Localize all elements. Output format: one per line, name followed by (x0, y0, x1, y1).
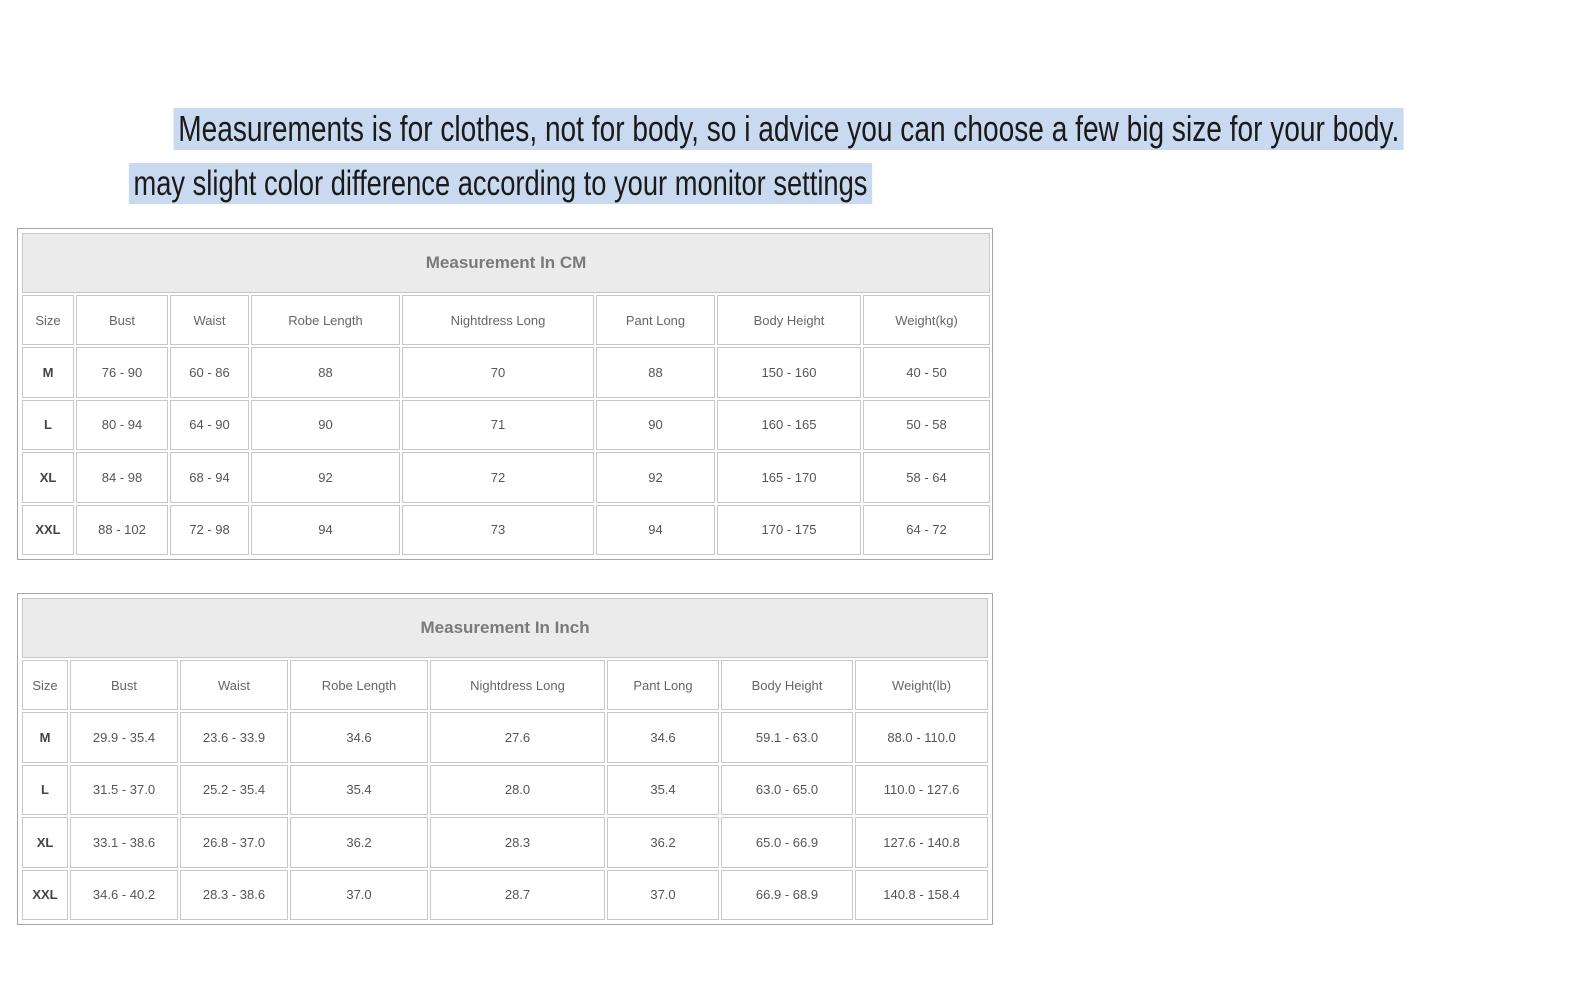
table-cell: 73 (402, 505, 594, 555)
header-cell: Waist (170, 295, 249, 345)
table-cell: 60 - 86 (170, 347, 249, 397)
header-cell: Robe Length (290, 660, 428, 710)
table-cell: 31.5 - 37.0 (70, 765, 178, 815)
table-cell: 28.0 (430, 765, 605, 815)
table-cell: 160 - 165 (717, 400, 861, 450)
table-cell: 127.6 - 140.8 (855, 817, 988, 867)
table-cell: 65.0 - 66.9 (721, 817, 853, 867)
table-cell: 29.9 - 35.4 (70, 712, 178, 762)
header-cell: Nightdress Long (402, 295, 594, 345)
table-cell: 28.7 (430, 870, 605, 920)
table-row (22, 765, 988, 815)
table-row (22, 347, 990, 397)
table-cell: 35.4 (607, 765, 719, 815)
header-cell: Pant Long (607, 660, 719, 710)
table-cell: 36.2 (290, 817, 428, 867)
table-cell: 88 (251, 347, 400, 397)
table-cell: 92 (251, 452, 400, 502)
table-cell: 165 - 170 (717, 452, 861, 502)
inch-table (20, 596, 990, 922)
table-cell: 33.1 - 38.6 (70, 817, 178, 867)
table-cell: 88 - 102 (76, 505, 168, 555)
table-cell: 72 (402, 452, 594, 502)
inch-size-table (17, 593, 993, 925)
table-cell: 94 (251, 505, 400, 555)
header-cell: Bust (70, 660, 178, 710)
notice-line-2 (0, 163, 1000, 204)
cm-size-table (17, 228, 993, 560)
table-row (22, 452, 990, 502)
table-cell: 72 - 98 (170, 505, 249, 555)
table-cell: 27.6 (430, 712, 605, 762)
table-row (22, 817, 988, 867)
header-cell: Body Height (721, 660, 853, 710)
size-cell: XL (22, 817, 68, 867)
table-cell: 170 - 175 (717, 505, 861, 555)
table-cell: 76 - 90 (76, 347, 168, 397)
table-cell: 35.4 (290, 765, 428, 815)
table-caption: Measurement In Inch (22, 598, 988, 658)
header-cell: Robe Length (251, 295, 400, 345)
table-cell: 58 - 64 (863, 452, 990, 502)
size-cell: XXL (22, 505, 74, 555)
table-cell: 84 - 98 (76, 452, 168, 502)
header-cell: Pant Long (596, 295, 715, 345)
header-row (22, 295, 990, 345)
table-cell: 71 (402, 400, 594, 450)
size-cell: XXL (22, 870, 68, 920)
table-cell: 66.9 - 68.9 (721, 870, 853, 920)
table-cell: 37.0 (290, 870, 428, 920)
table-cell: 64 - 72 (863, 505, 990, 555)
header-cell: Weight(kg) (863, 295, 990, 345)
table-cell: 90 (251, 400, 400, 450)
size-cell: M (22, 712, 68, 762)
table-cell: 140.8 - 158.4 (855, 870, 988, 920)
size-cell: L (22, 765, 68, 815)
table-cell: 88 (596, 347, 715, 397)
table-cell: 90 (596, 400, 715, 450)
header-cell: Waist (180, 660, 288, 710)
table-cell: 34.6 (607, 712, 719, 762)
table-cell: 70 (402, 347, 594, 397)
table-cell: 88.0 - 110.0 (855, 712, 988, 762)
notice-text-1: Measurements is for clothes, not for body, so i advice you can choose a few big size for your body. (174, 108, 1404, 150)
header-cell: Bust (76, 295, 168, 345)
size-cell: L (22, 400, 74, 450)
table-cell: 92 (596, 452, 715, 502)
table-cell: 94 (596, 505, 715, 555)
table-cell: 23.6 - 33.9 (180, 712, 288, 762)
table-cell: 150 - 160 (717, 347, 861, 397)
table-cell: 34.6 - 40.2 (70, 870, 178, 920)
table-row (22, 712, 988, 762)
table-cell: 37.0 (607, 870, 719, 920)
table-cell: 50 - 58 (863, 400, 990, 450)
table-cell: 36.2 (607, 817, 719, 867)
header-cell: Body Height (717, 295, 861, 345)
table-cell: 64 - 90 (170, 400, 249, 450)
table-cell: 26.8 - 37.0 (180, 817, 288, 867)
cm-table (20, 231, 992, 557)
table-cell: 110.0 - 127.6 (855, 765, 988, 815)
size-cell: XL (22, 452, 74, 502)
table-cell: 28.3 - 38.6 (180, 870, 288, 920)
table-row (22, 870, 988, 920)
table-cell: 40 - 50 (863, 347, 990, 397)
notice-line-1 (0, 108, 1400, 150)
table-row (22, 505, 990, 555)
table-row (22, 400, 990, 450)
notice-text-2: may slight color difference according to your monitor settings (128, 163, 871, 204)
table-cell: 68 - 94 (170, 452, 249, 502)
header-cell: Weight(lb) (855, 660, 988, 710)
table-cell: 80 - 94 (76, 400, 168, 450)
table-cell: 25.2 - 35.4 (180, 765, 288, 815)
table-cell: 28.3 (430, 817, 605, 867)
header-row (22, 660, 988, 710)
size-cell: M (22, 347, 74, 397)
header-cell: Size (22, 660, 68, 710)
header-cell: Nightdress Long (430, 660, 605, 710)
header-cell: Size (22, 295, 74, 345)
table-cell: 63.0 - 65.0 (721, 765, 853, 815)
table-cell: 34.6 (290, 712, 428, 762)
table-caption: Measurement In CM (22, 233, 990, 293)
table-cell: 59.1 - 63.0 (721, 712, 853, 762)
